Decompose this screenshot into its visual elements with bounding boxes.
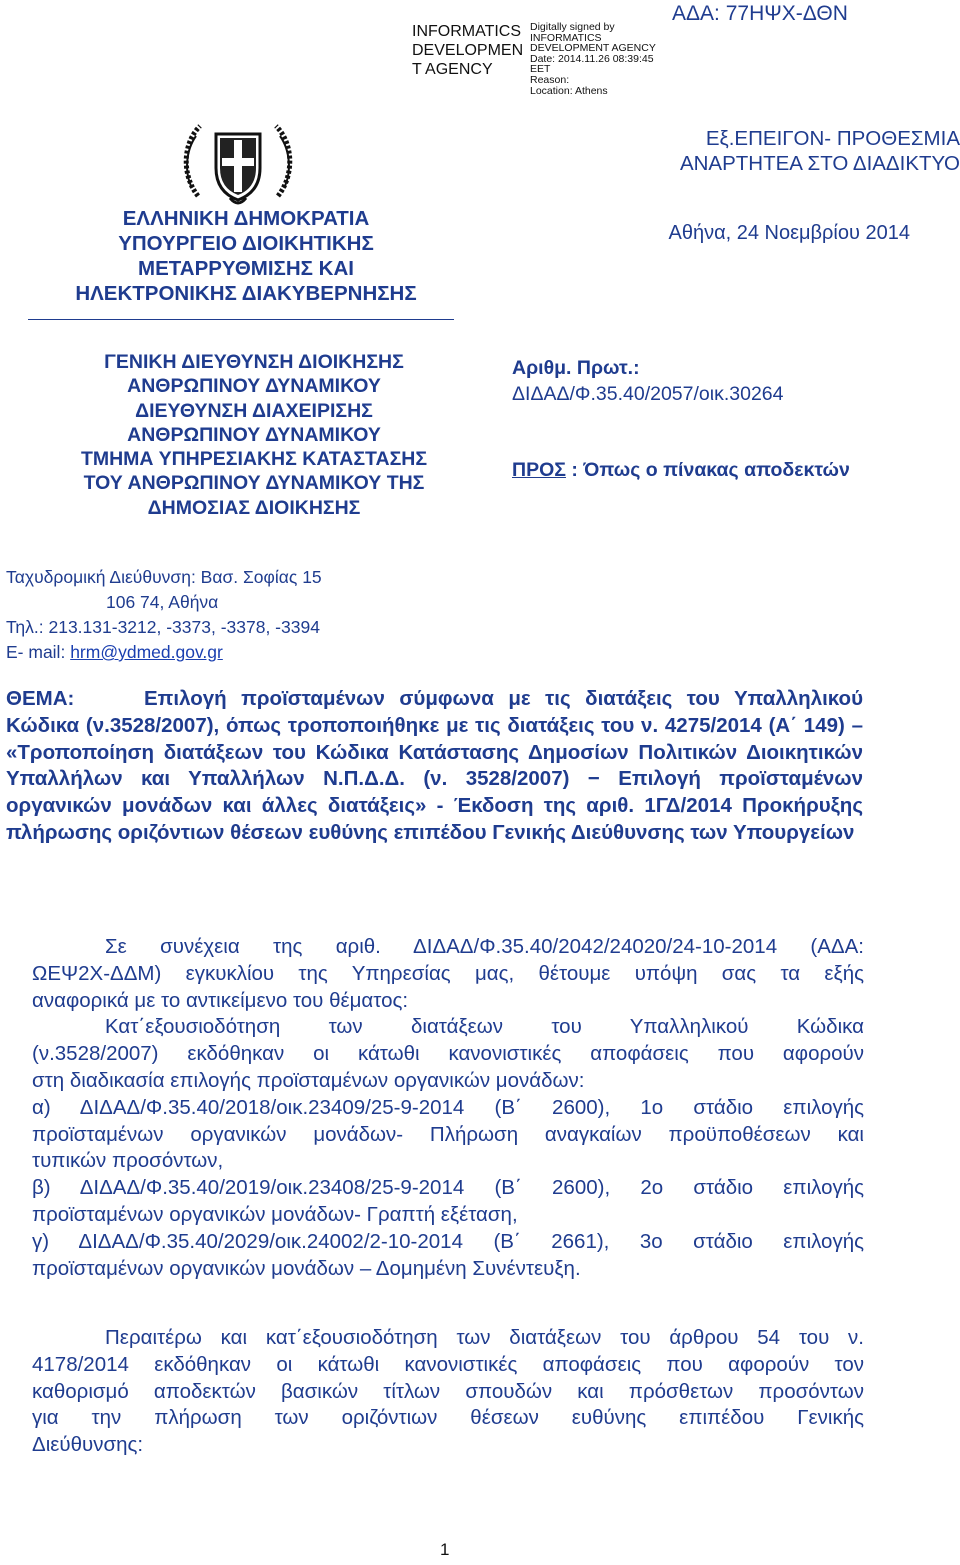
directorate-line: ΑΝΘΡΩΠΙΝΟΥ ΔΥΝΑΜΙΚΟΥ (127, 375, 381, 398)
body-line: ΩΕΨ2Χ-ΔΔΜ) εγκυκλίου της Υπηρεσίας μας, θέτουμε υπόψη σας τα εξής (32, 961, 864, 985)
phone-line: Τηλ.: 213.131-3212, -3373, -3378, -3394 (6, 617, 320, 637)
signature-org-line: DEVELOPMEN (412, 42, 524, 59)
body-line: στη διαδικασία επιλογής προϊσταμένων οργανικών μονάδων: (32, 1068, 585, 1092)
protocol-label: Αριθμ. Πρωτ.: (512, 357, 640, 379)
body-line: Περαιτέρω και κατ΄εξουσιοδότηση των διατάξεων του άρθρου 54 του ν. (105, 1326, 864, 1349)
directorate-line: ΓΕΝΙΚΗ ΔΙΕΥΘΥΝΣΗ ΔΙΟΙΚΗΣΗΣ (104, 351, 404, 373)
directorate-line: ΔΗΜΟΣΙΑΣ ΔΙΟΙΚΗΣΗΣ (147, 496, 361, 519)
email-label: E- mail: (6, 642, 71, 662)
directorate-heading (34, 350, 474, 520)
directorate-line: ΔΙΕΥΘΥΝΣΗ ΔΙΑΧΕΙΡΙΣΗΣ (135, 399, 373, 422)
body-line: προϊσταμένων οργανικών μονάδων – Δομημένη Συνέντευξη. (32, 1256, 581, 1280)
signature-org-line: INFORMATICS (412, 23, 522, 40)
body-line: 4178/2014 εκδόθηκαν οι κάτωθι κανονιστικές αποφάσεις που αφορούν τον (32, 1352, 864, 1376)
recipients-label: ΠΡΟΣ (512, 459, 566, 481)
ministry-line: ΥΠΟΥΡΓΕΙΟ ΔΙΟΙΚΗΤΙΚΗΣ (118, 232, 374, 255)
body-line: προϊσταμένων οργανικών μονάδων- Πλήρωση αναγκαίων προϋποθέσεων και (32, 1122, 864, 1146)
directorate-line: ΤΟΥ ΑΝΘΡΩΠΙΝΟΥ ΔΥΝΑΜΙΚΟΥ ΤΗΣ (83, 472, 425, 495)
ministry-heading (40, 206, 452, 306)
body-paragraph (32, 1325, 864, 1459)
body-line: προϊσταμένων οργανικών μονάδων- Γραπτή εξέταση, (32, 1202, 518, 1226)
body-line: Διεύθυνσης: (32, 1433, 144, 1457)
urgency-line: Εξ.ΕΠΕΙΓΟΝ- ΠΡΟΘΕΣΜΙΑ (705, 127, 960, 150)
signature-details (530, 22, 660, 96)
body-line: για την πλήρωση των οριζόντιων θέσεων ευθύνης επιπέδου Γενικής (32, 1406, 864, 1430)
directorate-line: ΑΝΘΡΩΠΙΝΟΥ ΔΥΝΑΜΙΚΟΥ (127, 423, 381, 446)
subject-block (6, 686, 863, 847)
recipients (512, 459, 850, 482)
body-line: Κατ΄εξουσιοδότηση των διατάξεων του Υπαλληλικού Κώδικα (105, 1015, 864, 1039)
coat-of-arms-icon (178, 116, 298, 213)
signature-org-line: T AGENCY (412, 61, 493, 78)
body-line: β) ΔΙΔΑΔ/Φ.35.40/2019/οικ.23408/25-9-2014 (Β΄ 2600), 2ο στάδιο επιλογής (32, 1176, 864, 1200)
urgency-line: ΑΝΑΡΤΗΤΕΑ ΣΤΟ ΔΙΑΔΙΚΤΥΟ (679, 152, 960, 175)
signature-meta-line: EET (530, 63, 551, 76)
signature-meta-line: Date: 2014.11.26 08:39:45 (530, 52, 654, 65)
body-line: γ) ΔΙΔΑΔ/Φ.35.40/2029/οικ.24002/2-10-2014 (Β΄ 2661), 3ο στάδιο επιλογής (32, 1229, 864, 1253)
protocol-number: ΔΙΔΑΔ/Φ.35.40/2057/οικ.30264 (512, 383, 784, 405)
header-divider (28, 319, 454, 320)
page-number: 1 (440, 1540, 450, 1559)
recipients-value: : Όπως ο πίνακας αποδεκτών (565, 459, 850, 481)
signature-meta-line: Digitally signed by (530, 21, 615, 33)
body-line: καθορισμό αποδεκτών βασικών τίτλων σπουδών και πρόσθετων προσόντων (32, 1379, 864, 1403)
ministry-line: ΜΕΤΑΡΡΥΘΜΙΣΗΣ ΚΑΙ (138, 257, 354, 280)
signature-meta-line: Location: Athens (530, 84, 608, 97)
email-line (6, 640, 322, 665)
postal-address (6, 565, 322, 665)
body-line: (ν.3528/2007) εκδόθηκαν οι κάτωθι κανονιστικές αποφάσεις που αφορούν (32, 1042, 864, 1066)
body-line: Σε συνέχεια της αριθ. ΔΙΔΑΔ/Φ.35.40/2042/24020/24-10-2014 (ΑΔΑ: (105, 935, 864, 958)
ada-code: ΑΔΑ: 77ΗΨΧ-ΔΘΝ (672, 2, 848, 25)
ministry-line: ΕΛΛΗΝΙΚΗ ΔΗΜΟΚΡΑΤΙΑ (122, 207, 370, 230)
directorate-line: ΤΜΗΜΑ ΥΠΗΡΕΣΙΑΚΗΣ ΚΑΤΑΣΤΑΣΗΣ (80, 448, 428, 471)
signature-meta-line: Reason: (530, 73, 570, 86)
body-line: αναφορικά με το αντικείμενο του θέματος: (32, 988, 409, 1012)
ministry-line: ΗΛΕΚΤΡΟΝΙΚΗΣ ΔΙΑΚΥΒΕΡΝΗΣΗΣ (75, 282, 417, 305)
signature-meta-line: INFORMATICS (530, 31, 602, 44)
address-line: Ταχυδρομική Διεύθυνση: Βασ. Σοφίας 15 (6, 567, 322, 587)
body-line: α) ΔΙΔΑΔ/Φ.35.40/2018/οικ.23409/25-9-2014 (Β΄ 2600), 1ο στάδιο επιλογής (32, 1095, 864, 1119)
document-date: Αθήνα, 24 Νοεμβρίου 2014 (668, 222, 910, 244)
signature-meta-line: DEVELOPMENT AGENCY (530, 42, 656, 55)
body-paragraph (32, 934, 864, 1282)
signature-org (412, 22, 524, 79)
email-link[interactable]: hrm@ydmed.gov.gr (70, 642, 223, 662)
address-line: 106 74, Αθήνα (106, 592, 219, 612)
subject-text: Επιλογή προϊσταμένων σύμφωνα με τις διατάξεις του Υπαλληλικού Κώδικα (ν.3528/2007), όπως τροποποιήθηκε με τις διατάξεις του ν. 4275/2014 (Α΄ 149) – «Τροποποίηση διατάξεων του Κώδικα Κατάστασης Δημοσίων Πολιτικών Διοικητικών Υπαλλήλων και Υπαλλήλων Ν.Π.Δ.Δ. (ν. 3528/2007) − Επιλογή προϊσταμένων οργανικών μονάδων και άλλες διατάξεις» - Έκδοση της αριθ. 1ΓΔ/2014 Προκήρυξης πλήρωσης οριζόντιων θέσεων ευθύνης επιπέδου Γενικής Διεύθυνσης των Υπουργείων (6, 687, 863, 844)
body-line: τυπικών προσόντων, (32, 1149, 224, 1173)
urgency-notice (600, 126, 960, 176)
subject-label: ΘΕΜΑ: (6, 687, 75, 710)
